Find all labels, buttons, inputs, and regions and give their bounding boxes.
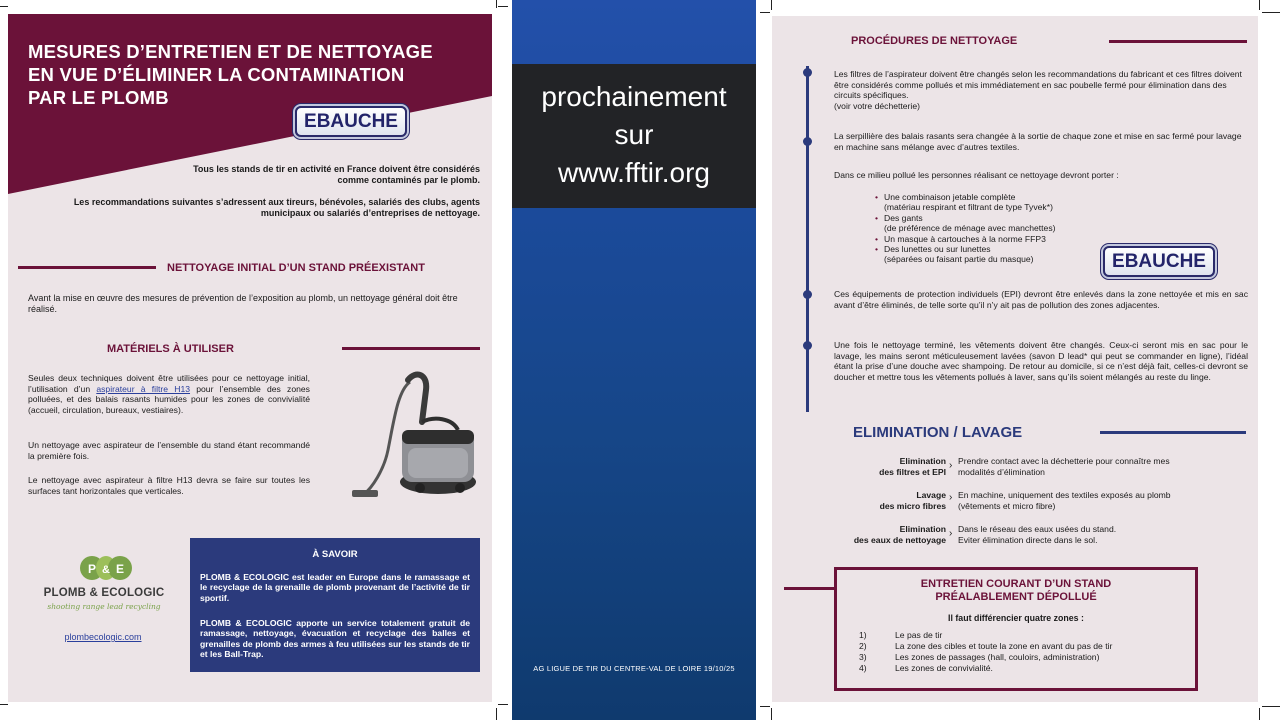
logo-letter: &: [102, 564, 110, 576]
timeline-dot: [803, 290, 812, 299]
elimination-heading: ELIMINATION / LAVAGE: [853, 424, 1023, 441]
slide-footer: AG LIGUE DE TIR DU CENTRE-VAL DE LOIRE 19/10/25: [533, 664, 735, 673]
crop-mark: [0, 6, 8, 7]
section-rule: [18, 266, 156, 269]
zone-number: 4): [859, 663, 867, 673]
section-rule: [1100, 431, 1246, 434]
left-document-page: [8, 14, 492, 702]
crop-mark: [498, 6, 508, 7]
label-line: des eaux de nettoyage: [853, 534, 946, 545]
crop-mark: [496, 708, 497, 720]
crop-mark: [760, 12, 770, 13]
announcement-line: prochainement: [541, 81, 727, 112]
text-line: Eviter élimination directe dans le sol.: [958, 534, 1098, 545]
timeline-rule: [806, 66, 809, 412]
text-line: (vêtements et micro fibre): [958, 500, 1056, 511]
procedure-paragraph: [834, 69, 1248, 111]
elimination-text: [958, 490, 1248, 511]
procedure-paragraph: La serpillière des balais rasants sera changée à la sortie de chaque zone et mise en sac fermé pour lavage en machine sans mélange avec d’autres textiles.: [834, 131, 1242, 152]
elimination-label: [812, 456, 946, 477]
list-item: [884, 213, 1184, 234]
zone-number: 2): [859, 641, 867, 651]
list-item-text: Des gants: [884, 212, 923, 223]
timeline-dot: [803, 137, 812, 146]
title-line: PAR LE PLOMB: [28, 87, 169, 108]
procedure-paragraph: Une fois le nettoyage terminé, les vêtements doivent être changés. Ceux-ci seront mis en sac pour le lavage, les mains seront méticuleusement lavées (savon D lead* qui peut se commander en ligne), l’idéal étant la prise d’une douche avec shampoing. De retour au domicile, si ce n’est déjà fait, celles-ci devront se doucher et mettre tous les vêtements pollués à laver, sans qu’ils soient mélangés au reste du linge.: [834, 340, 1248, 382]
announcement-line: sur: [614, 119, 654, 150]
label-line: Lavage: [916, 490, 946, 500]
label-line: des filtres et EPI: [879, 466, 946, 477]
text-line: En machine, uniquement des textiles exposés au plomb: [958, 490, 1171, 500]
zone-item: [837, 652, 1195, 663]
a-savoir-box: [190, 538, 480, 672]
section-paragraph: Avant la mise en œuvre des mesures de prévention de l’exposition au plomb, un nettoyage général doit être réalisé.: [28, 293, 458, 314]
timeline-dot: [803, 68, 812, 77]
chevron-right-icon: ›: [949, 528, 953, 539]
list-item-detail: (matériau respirant et filtrant de type Tyvek*): [884, 202, 1053, 213]
zone-text: Les zones de passages (hall, couloirs, administration): [895, 652, 1100, 662]
a-savoir-paragraph: PLOMB & ECOLOGIC est leader en Europe dans le ramassage et le recyclage de la grenaille de plomb provenant de l’activité de tir sportif.: [200, 572, 470, 603]
crop-mark: [0, 704, 8, 705]
section-heading: MATÉRIELS À UTILISER: [107, 343, 234, 355]
materials-paragraph: [28, 373, 310, 415]
announcement-panel: [512, 0, 756, 720]
section-rule: [1109, 40, 1247, 43]
title-line: MESURES D’ENTRETIEN ET DE NETTOYAGE: [28, 41, 433, 62]
zone-text: Le pas de tir: [895, 630, 943, 640]
announcement-url[interactable]: www.fftir.org: [558, 157, 710, 188]
intro-paragraph: Les recommandations suivantes s’adressent aux tireurs, bénévoles, salariés des clubs, agents municipaux ou salariés d’entreprises de nettoyage.: [73, 197, 480, 218]
procedure-paragraph: Ces équipements de protection individuels (EPI) devront être enlevés dans la zone nettoyée et mis en sac avant d’être éliminés, de telle sorte qu’il n’y ait pas de pollution des zones adjacentes.: [834, 289, 1248, 310]
section-rule: [784, 587, 834, 590]
a-savoir-paragraph: PLOMB & ECOLOGIC apporte un service totalement gratuit de ramassage, nettoyage, évacuation et recyclage des balles et grenailles de plomb des armes à feu utilisées sur les stands de tir et les Ball-Trap.: [200, 618, 470, 660]
list-item: [884, 192, 1184, 213]
text-run: pour l’ensemble des zones polluées, et des balais rasants humides pour les zones de convivialité (accueil, circulation, bureaux, vestiaires).: [28, 383, 310, 415]
list-item-detail: (séparées ou faisant partie du masque): [884, 254, 1034, 265]
a-savoir-title: À SAVOIR: [312, 549, 358, 560]
section-heading: NETTOYAGE INITIAL D’UN STAND PRÉEXISTANT: [167, 262, 425, 274]
filter-vacuum-link[interactable]: aspirateur à filtre H13: [96, 383, 191, 394]
section-heading: PROCÉDURES DE NETTOYAGE: [851, 35, 1018, 47]
crop-mark: [771, 0, 772, 10]
materials-paragraph: Un nettoyage avec aspirateur de l’ensemble du stand étant recommandé la première fois.: [28, 440, 310, 461]
draft-stamp: EBAUCHE: [295, 106, 407, 137]
text-line: Dans le réseau des eaux usées du stand.: [958, 524, 1117, 534]
crop-mark: [1259, 708, 1260, 720]
list-item-text: Un masque à cartouches à la norme FFP3: [884, 233, 1046, 244]
procedure-paragraph: Dans ce milieu pollué les personnes réalisant ce nettoyage devront porter :: [834, 170, 1119, 180]
sponsor-website-link[interactable]: plombecologic.com: [64, 632, 142, 642]
zone-item: [837, 641, 1195, 652]
section-rule: [342, 347, 480, 350]
logo-letter: P: [87, 562, 97, 576]
crop-mark: [1262, 12, 1280, 13]
timeline-dot: [803, 341, 812, 350]
zone-item: [837, 630, 1195, 641]
title-line: EN VUE D’ÉLIMINER LA CONTAMINATION: [28, 64, 405, 85]
crop-mark: [1262, 706, 1280, 707]
text-line: Prendre contact avec la déchetterie pour connaître mes: [958, 456, 1170, 466]
crop-mark: [496, 0, 497, 8]
list-item-detail: (de préférence de ménage avec manchettes): [884, 223, 1056, 234]
intro-paragraph: Tous les stands de tir en activité en France doivent être considérés comme contaminés par le plomb.: [193, 164, 480, 185]
label-line: des micro fibres: [879, 500, 946, 511]
text-run: Seules deux techniques doivent être utilisées pour ce nettoyage initial, l’utilisation d’un: [28, 373, 310, 394]
chevron-right-icon: ›: [949, 460, 953, 471]
text-run: (voir votre déchetterie): [834, 100, 920, 111]
crop-mark: [498, 704, 508, 705]
heading-line: PRÉALABLEMENT DÉPOLLUÉ: [935, 591, 1097, 603]
entretien-heading: [837, 578, 1195, 604]
zone-item: [837, 663, 1195, 674]
list-item: [884, 234, 1184, 244]
elimination-text: [958, 524, 1248, 545]
elimination-label: [812, 490, 946, 511]
chevron-right-icon: ›: [949, 492, 953, 503]
crop-mark: [1259, 0, 1260, 10]
crop-mark: [771, 708, 772, 720]
draft-stamp: EBAUCHE: [1103, 246, 1215, 277]
vacuum-cleaner-image: [338, 360, 488, 510]
zone-number: 1): [859, 630, 867, 640]
crop-mark: [760, 706, 770, 707]
label-line: Elimination: [899, 456, 946, 466]
elimination-label: [802, 524, 946, 545]
zone-text: La zone des cibles et toute la zone en avant du pas de tir: [895, 641, 1113, 651]
elimination-text: [958, 456, 1248, 477]
label-line: Elimination: [899, 524, 946, 534]
zone-number: 3): [859, 652, 867, 662]
document-title: [28, 40, 492, 109]
heading-line: ENTRETIEN COURANT D’UN STAND: [920, 578, 1112, 590]
right-document-page: [772, 16, 1258, 702]
sponsor-name: PLOMB & ECOLOGIC: [43, 587, 165, 599]
logo-letter: E: [115, 562, 125, 576]
materials-paragraph: Le nettoyage avec aspirateur à filtre H13 devra se faire sur toutes les surfaces tant horizontales que verticales.: [28, 475, 310, 496]
entretien-box: [834, 567, 1198, 691]
list-item-text: Une combinaison jetable complète: [884, 192, 1016, 202]
sponsor-tagline: shooting range lead recycling: [47, 602, 161, 611]
text-run: Les filtres de l’aspirateur doivent être changés selon les recommandations du fabricant et ces filtres doivent être considérés comme pollués et mis immédiatement en sac poubelle fermé pour élimination dans des circuits spécifiques.: [834, 69, 1242, 101]
zones-intro: Il faut différencier quatre zones :: [948, 613, 1084, 623]
list-item-text: Des lunettes ou sur lunettes: [884, 244, 991, 255]
zone-text: Les zones de convivialité.: [895, 663, 993, 673]
text-line: modalités d’élimination: [958, 466, 1045, 477]
